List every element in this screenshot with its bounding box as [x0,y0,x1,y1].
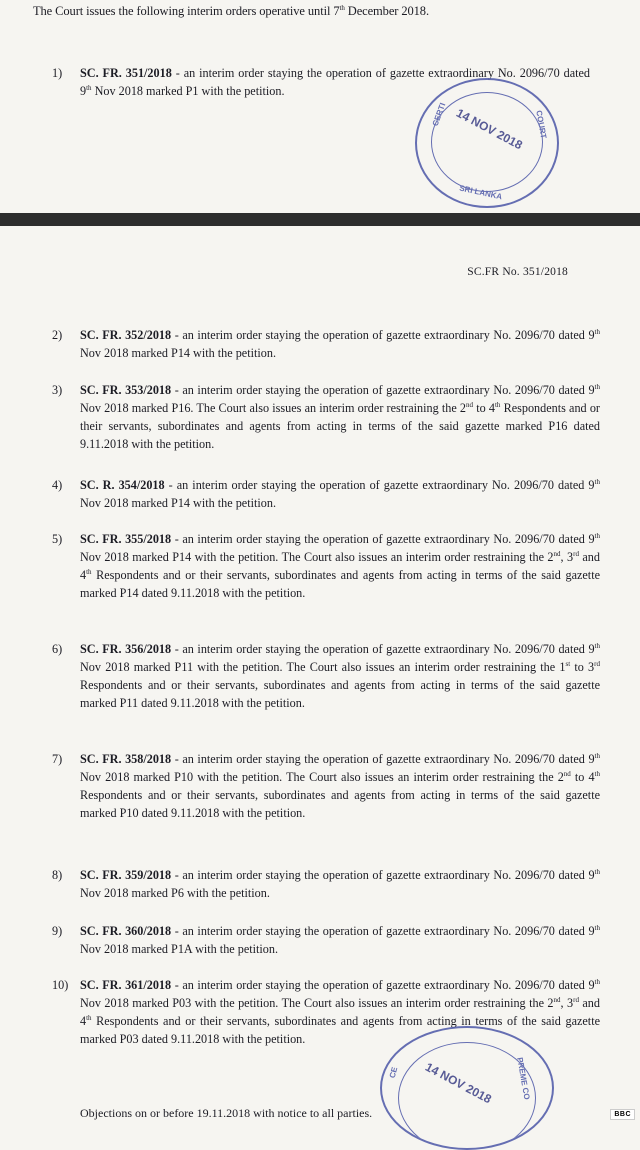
entry-text: SC. FR. 355/2018 - an interim order staying the operation of gazette extraordinary No. 2096/70 dated 9th Nov 2018 marked P14 with the petition. The Court also issues an interim order restraining the 2nd, 3rd and 4th Respondents and or their servants, subordinates and agents from acting in terms of the said gazette marked P14 dated 9.11.2018 with the petition. [80,531,600,600]
objections-note: Objections on or before 19.11.2018 with notice to all parties. [80,1106,373,1120]
case-reference: SC. FR. 351/2018 [80,66,172,80]
court-seal-stamp: CE PREME CO 14 NOV 2018 [380,1026,554,1150]
entry-text: SC. FR. 359/2018 - an interim order staying the operation of gazette extraordinary No. 2096/70 dated 9th Nov 2018 marked P6 with the petition. [80,867,600,900]
entry-text: SC. FR. 352/2018 - an interim order staying the operation of gazette extraordinary No. 2096/70 dated 9th Nov 2018 marked P14 with the petition. [80,327,600,360]
entry-text: SC. FR. 356/2018 - an interim order staying the operation of gazette extraordinary No. 2096/70 dated 9th Nov 2018 marked P11 with the petition. The Court also issues an interim order restraining the 1st to 3rd Respondents and or their servants, subordinates and agents from acting in terms of the said gazette marked P11 dated 9.11.2018 with the petition. [80,641,600,710]
entry-text: SC. FR. 361/2018 - an interim order staying the operation of gazette extraordinary No. 2096/70 dated 9th Nov 2018 marked P03 with the petition. The Court also issues an interim order restraining the 2nd, 3rd and 4th Respondents and or their servants, subordinates and agents from acting in terms of the said gazette marked P03 dated 9.11.2018 with the petition. [80,977,600,1046]
stamp-date: 14 NOV 2018 [422,1059,494,1107]
court-seal-stamp: CERTI SRI LANKA COURT 14 NOV 2018 [415,78,559,208]
bbc-watermark: BBC [610,1109,635,1120]
stamp-date: 14 NOV 2018 [453,105,525,153]
entry-number: 1) [52,66,63,80]
document-page-1 [0,0,640,213]
entry-text: SC. FR. 353/2018 - an interim order staying the operation of gazette extraordinary No. 2096/70 dated 9th Nov 2018 marked P16. The Court also issues an interim order restraining the 2nd to 4th Respondents and or their servants, subordinates and agents from acting in terms of the said gazette marked P16 dated 9.11.2018 with the petition. [80,382,600,451]
entry-text: SC. FR. 358/2018 - an interim order staying the operation of gazette extraordinary No. 2096/70 dated 9th Nov 2018 marked P10 with the petition. The Court also issues an interim order restraining the 2nd to 4th Respondents and or their servants, subordinates and agents from acting in terms of the said gazette marked P10 dated 9.11.2018 with the petition. [80,751,600,820]
page-header-reference: SC.FR No. 351/2018 [467,266,568,278]
entry-text: SC. R. 354/2018 - an interim order staying the operation of gazette extraordinary No. 2096/70 dated 9th Nov 2018 marked P14 with the petition. [80,477,600,510]
entry-text: SC. FR. 351/2018 - an interim order staying the operation of gazette extraordinary No. 2096/70 dated 9th Nov 2018 marked P1 with the petition. [80,66,590,98]
entry-text: SC. FR. 360/2018 - an interim order staying the operation of gazette extraordinary No. 2096/70 dated 9th Nov 2018 marked P1A with the petition. [80,923,600,956]
intro-text: The Court issues the following interim orders operative until 7th December 2018. [33,3,429,18]
page-divider [0,213,640,226]
document-page-2: SC.FR No. 351/2018 2) SC. FR. 352/2018 - an interim order staying the operation of gazette extraordinary No. 2096/70 dated 9th Nov 2018 marked P14 with the petition. 3) SC. FR. 353/2018 - an interim order staying the operation of gazette extraordinary No. 2096/70 dated 9th Nov 2018 marked P16. The Court also issues an interim order restraining the 2nd to 4th Respondents and or their servants, subordinates and agents from acting in terms of the said gazette marked P16 dated 9.11.2018 with the petition. 4) SC. R. 354/2018 - an interim order staying the operation of gazette extraordinary No. 2096/70 dated 9th Nov 2018 marked P14 with the petition. 5) SC. FR. 355/2018 - an interim order staying the operation of gazette extraordinary No. 2096/70 dated 9th Nov 2018 marked P14 with the petition. The Court also issues an interim order restraining the 2nd, 3rd and 4th Respondents and or their servants, subordinates and agents from acting in terms of the said gazette marked P14 dated 9.11.2018 with the petition. 6) SC. FR. 356/2018 - an interim order staying the operation of gazette extraordinary No. 2096/70 dated 9th Nov 2018 marked P11 with the petition. The Court also issues an interim order restraining the 1st to 3rd Respondents and or their servants, subordinates and agents from acting in terms of the said gazette marked P11 dated 9.11.2018 with the petition. 7) SC. FR. 358/2018 - an interim order staying the operation of gazette extraordinary No. 2096/70 dated 9th Nov 2018 marked P10 with the petition. The Court also issues an interim order restraining the 2nd to 4th Respondents and or their servants, subordinates and agents from acting in terms of the said gazette marked P10 dated 9.11.2018 with the petition. 8) SC. FR. 359/2018 - an interim order staying the operation of gazette extraordinary No. 2096/70 dated 9th Nov 2018 marked P6 with the petition. 9) SC. FR. 360/2018 - an interim order staying the operation of gazette extraordinary No. 2096/70 dated 9th Nov 2018 marked P1A with the petition. 10) SC. FR. 361/2018 - an interim order staying the operation of gazette extraordinary No. 2096/70 dated 9th Nov 2018 marked P03 with the petition. The Court also issues an interim order restraining the 2nd, 3rd and 4th Respondents and or their servants, subordinates and agents from acting in terms of the said gazette marked P03 dated 9.11.2018 with the petition. Objections on or before 19.11.2018 with notice to all parties. CE PREME CO 14 NOV 2018 [0,226,640,1125]
